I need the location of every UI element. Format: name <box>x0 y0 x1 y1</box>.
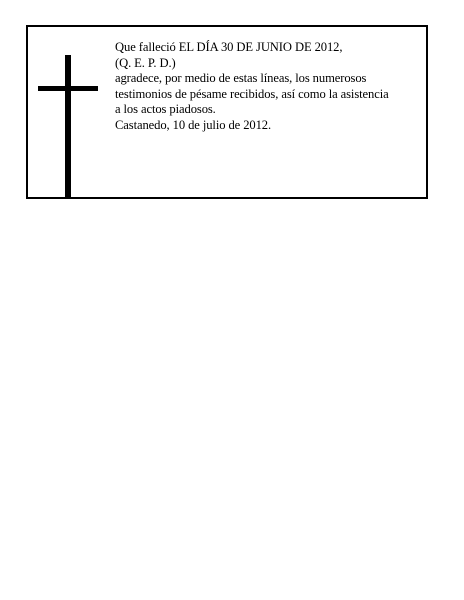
notice-line-rip: (Q. E. P. D.) <box>115 55 176 70</box>
notice-line-testimonies: testimonios de pésame recibidos, así como la asistencia <box>115 86 389 101</box>
cross-icon <box>38 55 98 199</box>
notice-line-thanks: agradece, por medio de estas líneas, los numerosos <box>115 71 367 85</box>
cross-base-gap <box>38 199 98 201</box>
obituary-notice-box <box>26 25 428 199</box>
cross-horizontal-bar <box>38 86 98 91</box>
notice-line-place-date: Castanedo, 10 de julio de 2012. <box>115 117 272 132</box>
notice-text <box>115 40 423 133</box>
cross-vertical-bar <box>65 55 71 199</box>
notice-line-acts: a los actos piadosos. <box>115 102 216 116</box>
notice-line-death-date: Que falleció EL DÍA 30 DE JUNIO DE 2012, <box>115 40 343 54</box>
